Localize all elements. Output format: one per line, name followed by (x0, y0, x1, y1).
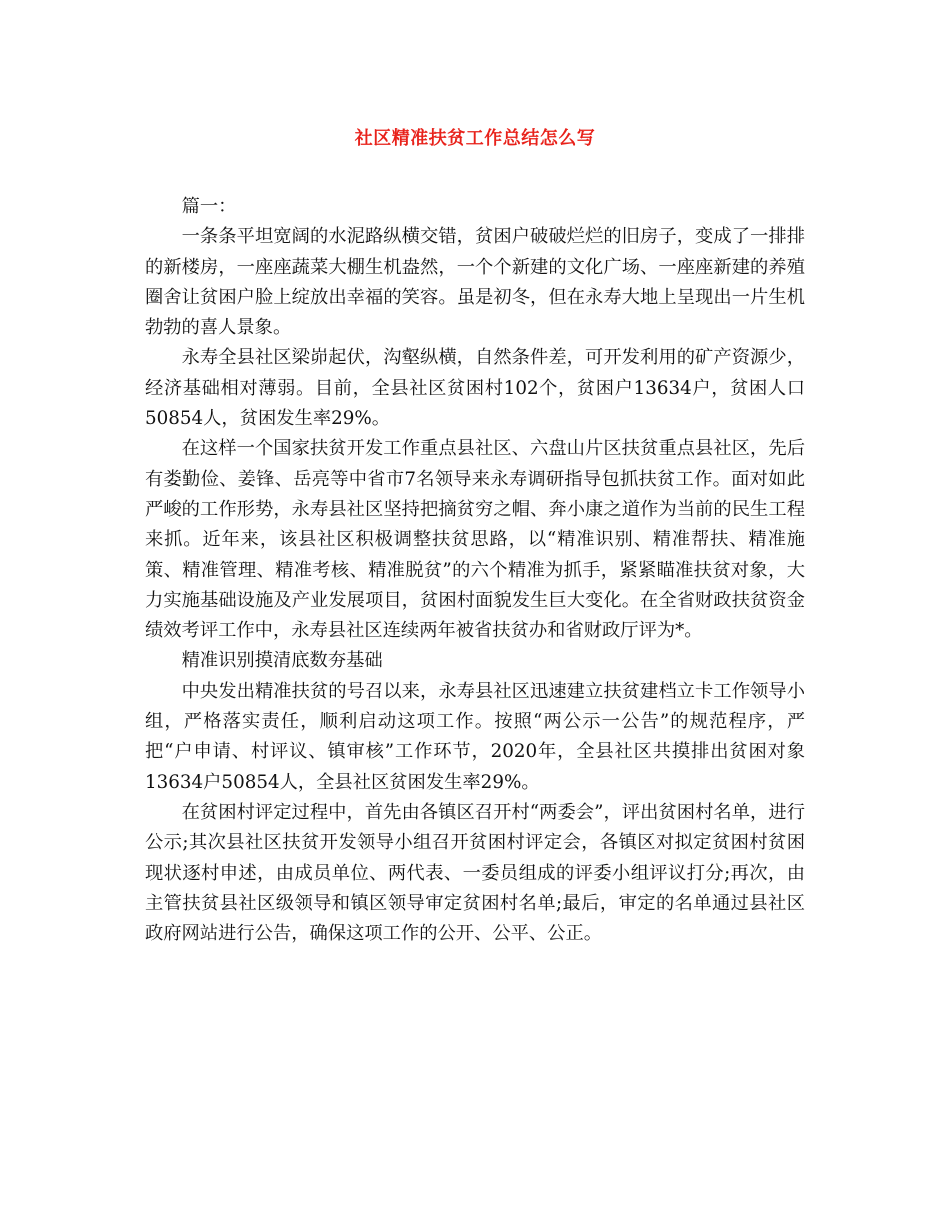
paragraph: 中央发出精准扶贫的号召以来，永寿县社区迅速建立扶贫建档立卡工作领导小组，严格落实责任，顺利启动这项工作。按照“两公示一公告”的规范程序，严把“户申请、村评议、镇审核”工作环节，2020年，全县社区共摸排出贫困对象13634户50854人，全县社区贫困发生率29%。 (145, 680, 805, 793)
document-body (145, 192, 805, 949)
paragraph: 永寿全县社区梁峁起伏，沟壑纵横，自然条件差，可开发利用的矿产资源少，经济基础相对薄弱。目前，全县社区贫困村102个，贫困户13634户，贫困人口50854人，贫困发生率29%。 (145, 347, 805, 430)
paragraph: 在贫困村评定过程中，首先由各镇区召开村“两委会”，评出贫困村名单，进行公示;其次县社区扶贫开发领导小组召开贫困村评定会，各镇区对拟定贫困村贫困现状逐村申述，由成员单位、两代表、一委员组成的评委小组评议打分;再次，由主管扶贫县社区级领导和镇区领导审定贫困村名单;最后，审定的名单通过县社区政府网站进行公告，确保这项工作的公开、公平、公正。 (145, 801, 805, 945)
paragraph: 在这样一个国家扶贫开发工作重点县社区、六盘山片区扶贫重点县社区，先后有娄勤俭、姜锋、岳亮等中省市7名领导来永寿调研指导包抓扶贫工作。面对如此严峻的工作形势，永寿县社区坚持把摘贫穷之帽、奔小康之道作为当前的民生工程来抓。近年来，该县社区积极调整扶贫思路，以“精准识别、精准帮扶、精准施策、精准管理、精准考核、精准脱贫”的六个精准为抓手，紧紧瞄准扶贫对象，大力实施基础设施及产业发展项目，贫困村面貌发生巨大变化。在全省财政扶贫资金绩效考评工作中，永寿县社区连续两年被省扶贫办和省财政厅评为*。 (145, 438, 805, 642)
subheading: 精准识别摸清底数夯基础 (181, 650, 383, 672)
document-title: 社区精准扶贫工作总结怎么写 (354, 128, 596, 149)
section-heading: 篇一： (181, 196, 237, 217)
paragraph: 一条条平坦宽阔的水泥路纵横交错，贫困户破破烂烂的旧房子，变成了一排排的新楼房，一座座蔬菜大棚生机盎然，一个个新建的文化广场、一座座新建的养殖圈舍让贫困户脸上绽放出幸福的笑容。虽是初冬，但在永寿大地上呈现出一片生机勃勃的喜人景象。 (145, 226, 805, 339)
